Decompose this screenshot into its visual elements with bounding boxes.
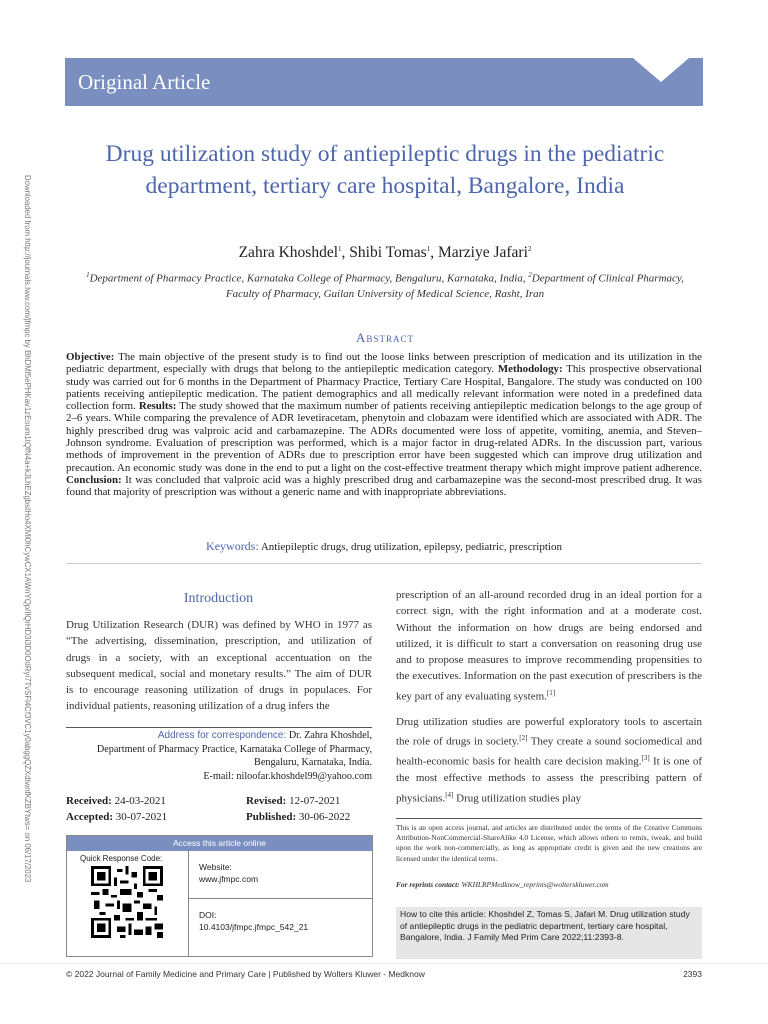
- cite-label: How to cite this article:: [400, 909, 486, 919]
- citation-ref[interactable]: [1]: [546, 688, 556, 697]
- website-label: Website:: [199, 862, 232, 872]
- abstract-body: [66, 351, 702, 499]
- reprints-contact: [396, 880, 702, 889]
- revised-date: 12-07-2021: [286, 795, 341, 807]
- author-list: Zahra Khoshdel$^1$, Shibi Tomas$^1$, Marziye Jafari$^2$: [238, 244, 532, 261]
- correspondence-divider: [66, 727, 372, 728]
- doi-block: [199, 910, 308, 933]
- article-dates: [66, 793, 372, 825]
- access-divider: [188, 898, 373, 899]
- open-access-notice: This is an open access journal, and articles are distributed under the terms of the Creative Commons Attribution-NonCommercial-ShareAlike 4.0 License, which allows others to remix, tweak, and build upon the work non-commercially, as long as appropriate credit is given and the new creations are licensed under the identical terms.: [396, 823, 702, 863]
- intro-paragraph-right-2: [396, 714, 702, 806]
- conclusion-label: Conclusion:: [66, 473, 122, 486]
- intro-paragraph-right-1: [396, 587, 702, 705]
- download-side-note: [14, 175, 38, 883]
- keywords-divider: [66, 563, 702, 564]
- published-date: 30-06-2022: [296, 811, 351, 823]
- download-note-text: Downloaded from http://journals.lww.com/jfmpc by BhDMf5ePHKav1zEoum1tQfN4a+kJLhEZgbsIHo4XMi0hCywCX1AWnYQp/IlQrHD3i3D0OdRyi7TvSFl4Cf3VC1y0abggQZXdtwnfKZBYtws= on 06/17/2023: [23, 175, 32, 883]
- revised-label: Revised:: [246, 795, 287, 807]
- methodology-text: This prospective observational study was carried out for 6 months in the Department of Pharmacy Practice, Tertiary Care Hospital, Bangalore. The study was conducted on 100 patients receiving antiepileptic medication. The patient demographics and all medically relevant information were noted in a predefined data collection form.: [66, 363, 702, 413]
- doi-label: DOI:: [199, 910, 217, 920]
- author-affil-sup: 1: [338, 244, 342, 253]
- author-affil-sup: 1: [426, 244, 431, 253]
- citation-ref[interactable]: [3]: [641, 754, 650, 763]
- methodology-label: Methodology:: [497, 363, 563, 376]
- author-affil-sup: 2: [527, 244, 532, 253]
- correspondence-label: Address for correspondence:: [157, 730, 287, 741]
- correspondence-line: Department of Pharmacy Practice, Karnataka College of Pharmacy,: [96, 743, 372, 755]
- cite-text: Khoshdel Z, Tomas S, Jafari M. Drug utilization study of antiepileptic drugs in the pediatric department, tertiary care hospital, Bangalore, India. J Family Med Prim Care 2022;11:2393-8.: [400, 909, 690, 942]
- reprints-label: For reprints contact:: [396, 880, 460, 889]
- author-name: Shibi Tomas: [349, 244, 427, 261]
- published-label: Published:: [246, 811, 297, 823]
- paragraph-text: Drug utilization studies play: [453, 792, 582, 805]
- objective-label: Objective:: [66, 351, 115, 363]
- paragraph-text: They create a sound sociomedical and health-economic basis for health care decision making.: [396, 735, 702, 768]
- paragraph-text: It is one of the most effective methods to assess the prescribing pattern of physicians.: [396, 755, 702, 805]
- correspondence-email: E-mail: niloofar.khoshdel99@yahoo.com: [203, 770, 372, 782]
- website-link[interactable]: www.jfmpc.com: [199, 873, 259, 884]
- affiliation-1: Department of Pharmacy Practice, Karnataka College of Pharmacy, Bengaluru, Karnataka, India,: [89, 272, 529, 285]
- section-header-bar: [65, 58, 703, 106]
- page-footer: [66, 969, 702, 979]
- abstract-heading: Abstract: [356, 330, 414, 345]
- section-label: Original Article: [78, 70, 211, 94]
- paragraph-text: prescription of an all-around recorded drug in an ideal portion for a correct sign, with the right information and at a moderate cost. Without the information on how drugs are being endorsed and utilized, it is difficult to start a conversation on reasoning drug use and to propose measures to improve recommending propensities to the executives. Information on the past execution of prescribers is the key part of any evaluating system.: [396, 589, 702, 703]
- keywords-label: Keywords:: [206, 539, 259, 553]
- author-name: Marziye Jafari: [437, 244, 528, 261]
- received-date: 24-03-2021: [111, 795, 166, 807]
- affil-sup: 2: [528, 271, 532, 279]
- affiliation-2: Department of Clinical Pharmacy, Faculty of Pharmacy, Guilan University of Medical Science, Rasht, Iran: [225, 272, 684, 300]
- citation-ref[interactable]: [4]: [445, 790, 454, 799]
- correspondence-name: Dr. Zahra Khoshdel,: [286, 730, 372, 741]
- footer-divider: [0, 963, 768, 964]
- reprints-email[interactable]: WKHLRPMedknow_reprints@wolterskluwer.com: [459, 880, 609, 889]
- affiliations: [80, 268, 690, 302]
- affil-sup: 1: [86, 271, 90, 279]
- paragraph-text: Drug utilization studies are powerful exploratory tools to ascertain the role of drugs in society.: [396, 716, 702, 748]
- article-title: Drug utilization study of antiepileptic drugs in the pediatric department, tertiary care hospital, Bangalore, India: [105, 141, 665, 199]
- author-name: Zahra Khoshdel: [238, 244, 339, 261]
- citation-ref[interactable]: [2]: [519, 734, 528, 743]
- keywords-value: Antiepileptic drugs, drug utilization, epilepsy, pediatric, prescription: [260, 541, 562, 553]
- license-divider: [396, 818, 702, 819]
- conclusion-text: It was concluded that valproic acid was a highly prescribed drug and carbamazepine was the second-most prescribed drug. It was found that majority of prescription was without a generic name and with inappropriate abbreviations.: [66, 473, 702, 499]
- access-heading: Access this article online: [67, 836, 372, 851]
- objective-text: The main objective of the present study is to find out the loose links between prescription of medication and its utilization in the pediatric department, especially with drugs that belong to the antiepileptic medication category.: [66, 351, 702, 376]
- received-label: Received:: [66, 795, 112, 807]
- access-online-box: [66, 835, 373, 957]
- correspondence-block: [66, 729, 372, 783]
- website-block: [199, 862, 258, 885]
- introduction-paragraph: Drug Utilization Research (DUR) was defined by WHO in 1977 as “The advertising, dissemination, prescription, and utilization of drugs in a society, with an exceptional accentuation on the subsequent medical, social and monetary results.” The aim of DUR is to encourage reasoning utilization of drugs in populaces. For individual patients, reasoning utilization of a drug infers the: [66, 619, 372, 713]
- accepted-label: Accepted:: [66, 811, 114, 823]
- correspondence-line: Bengaluru, Karnataka, India.: [254, 757, 372, 768]
- accepted-date: 30-07-2021: [113, 811, 168, 823]
- access-divider: [188, 851, 189, 957]
- results-label: Results:: [138, 400, 177, 413]
- results-text: The study showed that the maximum number of patients receiving antiepileptic medication belongs to the age group of 2–6 years. While comparing the prevalence of ADR levetiracetam, phenytoin and clobazam were identified which are associated with ADR. The highly prescribed drug was valproic acid and carbamazepine. The ADRs documented were loss of appetite, vomiting, anemia, and Steven–Johnson syndrome. Evaluation of prescription was performed, which is a major factor in drug-related ADRs. In the discussion part, various methods of improvement in the prevention of ADRs due to prescription error have been suggested which can improve drug utilization and precaution. An economic study was done in the end to put a light on the cost-effective treatment therapy which might improve patient adherence.: [66, 400, 702, 474]
- keywords: [66, 539, 702, 554]
- qr-code-icon[interactable]: [91, 866, 163, 938]
- footer-copyright: © 2022 Journal of Family Medicine and Primary Care | Published by Wolters Kluwer - Medknow: [66, 969, 425, 979]
- how-to-cite-box: [396, 907, 702, 959]
- qr-label: Quick Response Code:: [80, 854, 163, 863]
- introduction-heading: Introduction: [183, 591, 254, 606]
- page-number: 2393: [683, 969, 702, 979]
- doi-link[interactable]: 10.4103/jfmpc.jfmpc_542_21: [199, 921, 309, 932]
